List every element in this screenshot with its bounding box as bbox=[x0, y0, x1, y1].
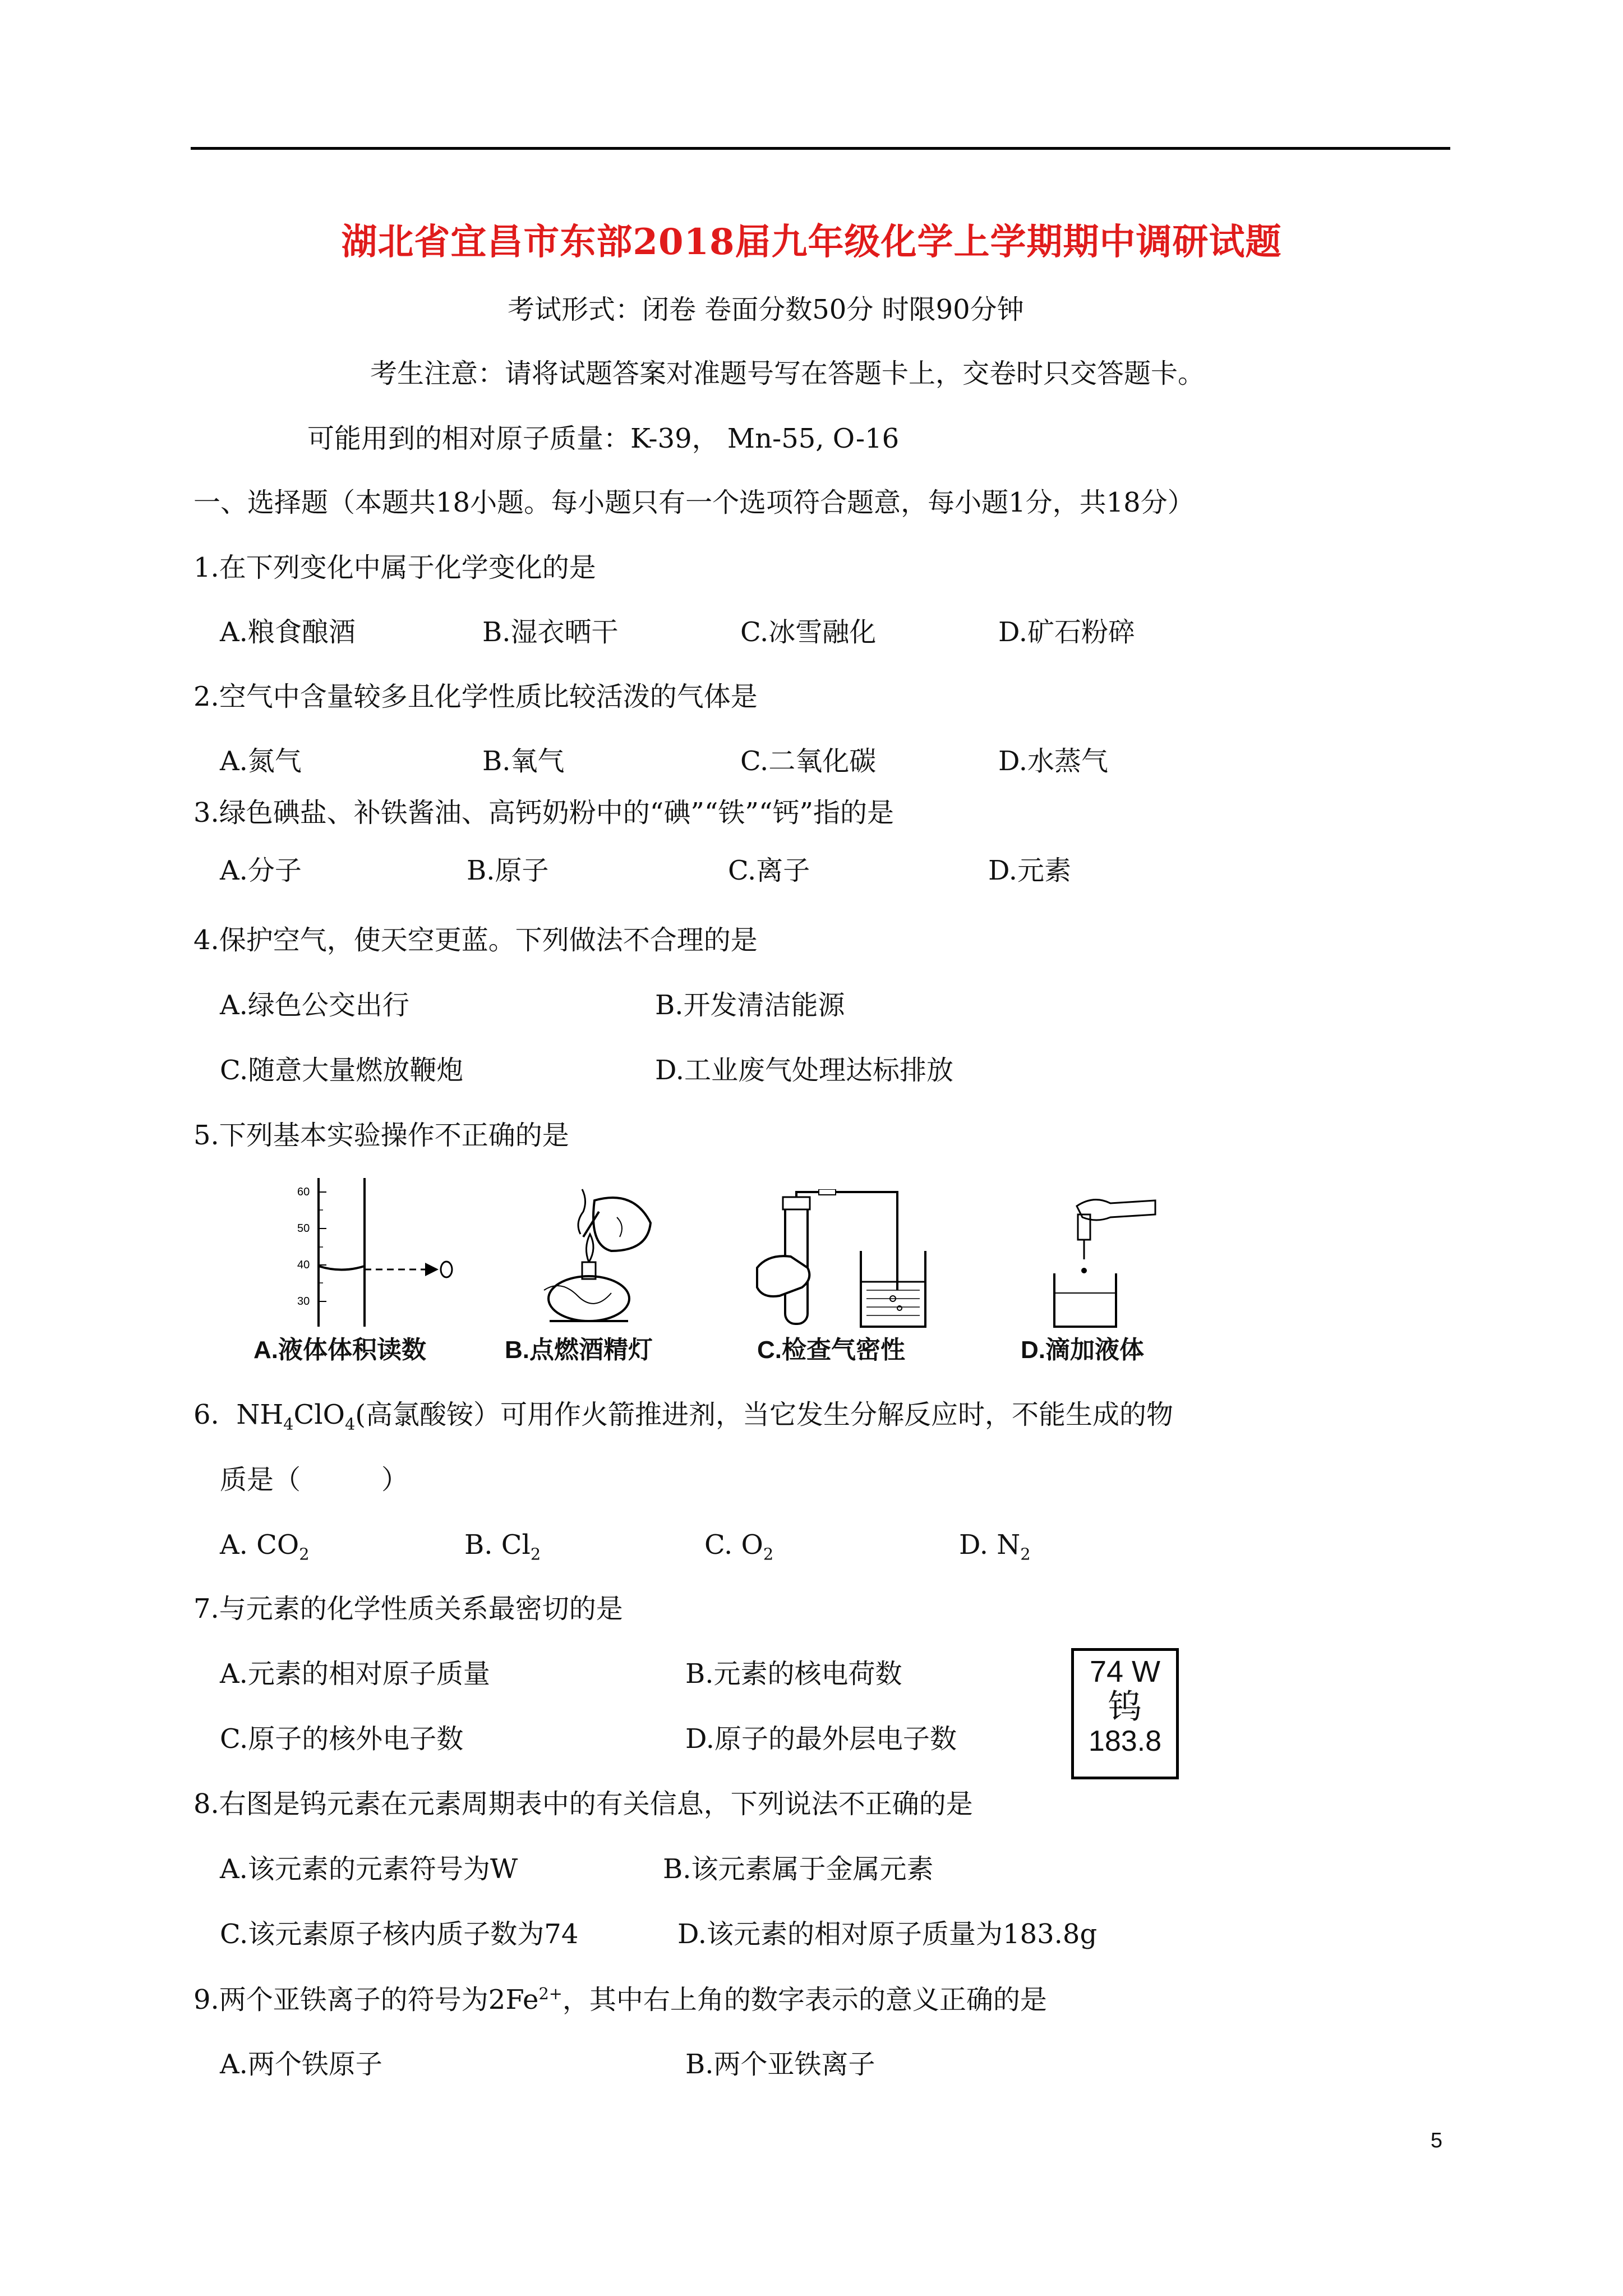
q4-option-a: A.绿色公交出行 bbox=[220, 990, 409, 1021]
q6-option-a-text: A. CO bbox=[220, 1529, 299, 1561]
figure-b-caption: B.点燃酒精灯 bbox=[505, 1336, 653, 1364]
q7-option-c: C.原子的核外电子数 bbox=[220, 1723, 464, 1755]
q6-option-a-sub: 2 bbox=[299, 1544, 310, 1564]
q9-stem-post: ，其中右上角的数字表示的意义正确的是 bbox=[562, 1984, 1047, 2016]
q6-formula-nh: NH bbox=[236, 1399, 284, 1430]
q9-option-b: B.两个亚铁离子 bbox=[685, 2049, 875, 2080]
q4-option-d: D.工业废气处理达标排放 bbox=[655, 1055, 954, 1086]
q6-option-c bbox=[704, 1531, 773, 1562]
tungsten-element-card bbox=[1071, 1648, 1179, 1779]
q3-stem: 3.绿色碘盐、补铁酱油、高钙奶粉中的“碘”“铁”“钙”指的是 bbox=[193, 797, 895, 829]
q2-option-a: A.氮气 bbox=[220, 746, 302, 777]
figure-d-caption: D.滴加液体 bbox=[1021, 1336, 1144, 1364]
q6-formula-sub1: 4 bbox=[283, 1414, 294, 1434]
q2-stem: 2.空气中含量较多且化学性质比较活泼的气体是 bbox=[193, 681, 758, 712]
q2-option-d: D.水蒸气 bbox=[998, 746, 1109, 777]
atomic-masses: 可能用到的相对原子质量：K-39， Mn-55, O-16 bbox=[307, 423, 900, 454]
q3-option-d: D.元素 bbox=[988, 855, 1072, 886]
q7-stem: 7.与元素的化学性质关系最密切的是 bbox=[193, 1593, 623, 1625]
q6-option-b-sub: 2 bbox=[530, 1544, 541, 1564]
q9-stem-pre: 9.两个亚铁离子的符号为2Fe bbox=[193, 1984, 539, 2016]
q1-option-a: A.粮食酿酒 bbox=[220, 616, 356, 648]
q5-stem: 5.下列基本实验操作不正确的是 bbox=[193, 1120, 569, 1151]
q6-option-b bbox=[464, 1531, 541, 1562]
exam-info: 考试形式：闭卷 卷面分数50分 时限90分钟 bbox=[508, 294, 1024, 325]
q7-option-b: B.元素的核电荷数 bbox=[685, 1658, 902, 1690]
q8-option-d: D.该元素的相对原子质量为183.8g bbox=[677, 1918, 1098, 1950]
figure-c-caption: C.检查气密性 bbox=[757, 1336, 905, 1364]
q1-stem: 1.在下列变化中属于化学变化的是 bbox=[193, 552, 596, 583]
q6-number: 6. bbox=[193, 1399, 219, 1430]
section-heading: 一、选择题（本题共18小题。每小题只有一个选项符合题意，每小题1分，共18分） bbox=[193, 487, 1195, 518]
q6-formula-clo: ClO bbox=[293, 1399, 345, 1430]
tick-label-30: 30 bbox=[297, 1295, 310, 1308]
q1-option-b: B.湿衣晒干 bbox=[482, 616, 619, 648]
q6-option-a bbox=[220, 1531, 310, 1562]
q6-stem-rest: (高氯酸铵）可用作火箭推进剂，当它发生分解反应时，不能生成的物 bbox=[355, 1399, 1173, 1430]
q8-option-a: A.该元素的元素符号为W bbox=[220, 1853, 518, 1885]
element-mass: 183.8 bbox=[1088, 1725, 1162, 1757]
q6-option-c-sub: 2 bbox=[763, 1544, 774, 1564]
q6-stem-continued: 质是（ ） bbox=[220, 1464, 409, 1496]
q7-option-a: A.元素的相对原子质量 bbox=[220, 1658, 490, 1690]
page-number: 5 bbox=[1430, 2129, 1442, 2152]
tick-label-60: 60 bbox=[297, 1186, 310, 1198]
header-rule bbox=[191, 147, 1450, 150]
q3-option-b: B.原子 bbox=[467, 855, 549, 886]
q4-option-b: B.开发清洁能源 bbox=[655, 990, 845, 1021]
q9-stem bbox=[193, 1984, 1047, 2016]
q9-option-a: A.两个铁原子 bbox=[220, 2049, 382, 2080]
q1-option-d: D.矿石粉碎 bbox=[998, 616, 1136, 648]
q2-option-c: C.二氧化碳 bbox=[740, 746, 877, 777]
q3-option-c: C.离子 bbox=[728, 855, 810, 886]
tick-label-50: 50 bbox=[297, 1222, 310, 1235]
q9-charge-superscript: 2+ bbox=[538, 1984, 562, 2003]
q3-option-a: A.分子 bbox=[220, 855, 302, 886]
q4-stem: 4.保护空气，使天空更蓝。下列做法不合理的是 bbox=[193, 924, 758, 956]
q2-option-b: B.氧气 bbox=[482, 746, 565, 777]
q6-option-d-text: D. N bbox=[959, 1529, 1021, 1561]
figure-c-airtightness bbox=[746, 1189, 931, 1335]
q8-option-b: B.该元素属于金属元素 bbox=[663, 1853, 934, 1885]
page-title: 湖北省宜昌市东部2018届九年级化学上学期期中调研试题 bbox=[341, 221, 1282, 263]
q7-option-d: D.原子的最外层电子数 bbox=[685, 1723, 957, 1755]
q6-option-d-sub: 2 bbox=[1020, 1544, 1031, 1564]
q4-option-c: C.随意大量燃放鞭炮 bbox=[220, 1055, 464, 1086]
q8-option-c: C.该元素原子核内质子数为74 bbox=[220, 1918, 579, 1950]
q6-formula-sub2: 4 bbox=[344, 1414, 356, 1434]
q6-option-c-text: C. O bbox=[704, 1529, 763, 1561]
figure-a-caption: A.液体体积读数 bbox=[253, 1336, 426, 1364]
element-number-symbol: 74 W bbox=[1089, 1655, 1161, 1688]
element-name: 钨 bbox=[1108, 1688, 1142, 1726]
q6-stem bbox=[193, 1401, 1173, 1432]
q6-option-d bbox=[959, 1531, 1031, 1562]
figure-d-dropping-liquid bbox=[1043, 1189, 1166, 1335]
q8-stem: 8.右图是钨元素在元素周期表中的有关信息，下列说法不正确的是 bbox=[193, 1788, 973, 1820]
figure-a-cylinder-reading bbox=[292, 1175, 460, 1338]
tick-label-40: 40 bbox=[297, 1259, 310, 1271]
figure-b-alcohol-lamp bbox=[527, 1178, 673, 1335]
q1-option-c: C.冰雪融化 bbox=[740, 616, 877, 648]
q6-option-b-text: B. Cl bbox=[464, 1529, 531, 1561]
notice: 考生注意：请将试题答案对准题号写在答题卡上，交卷时只交答题卡。 bbox=[370, 358, 1205, 389]
